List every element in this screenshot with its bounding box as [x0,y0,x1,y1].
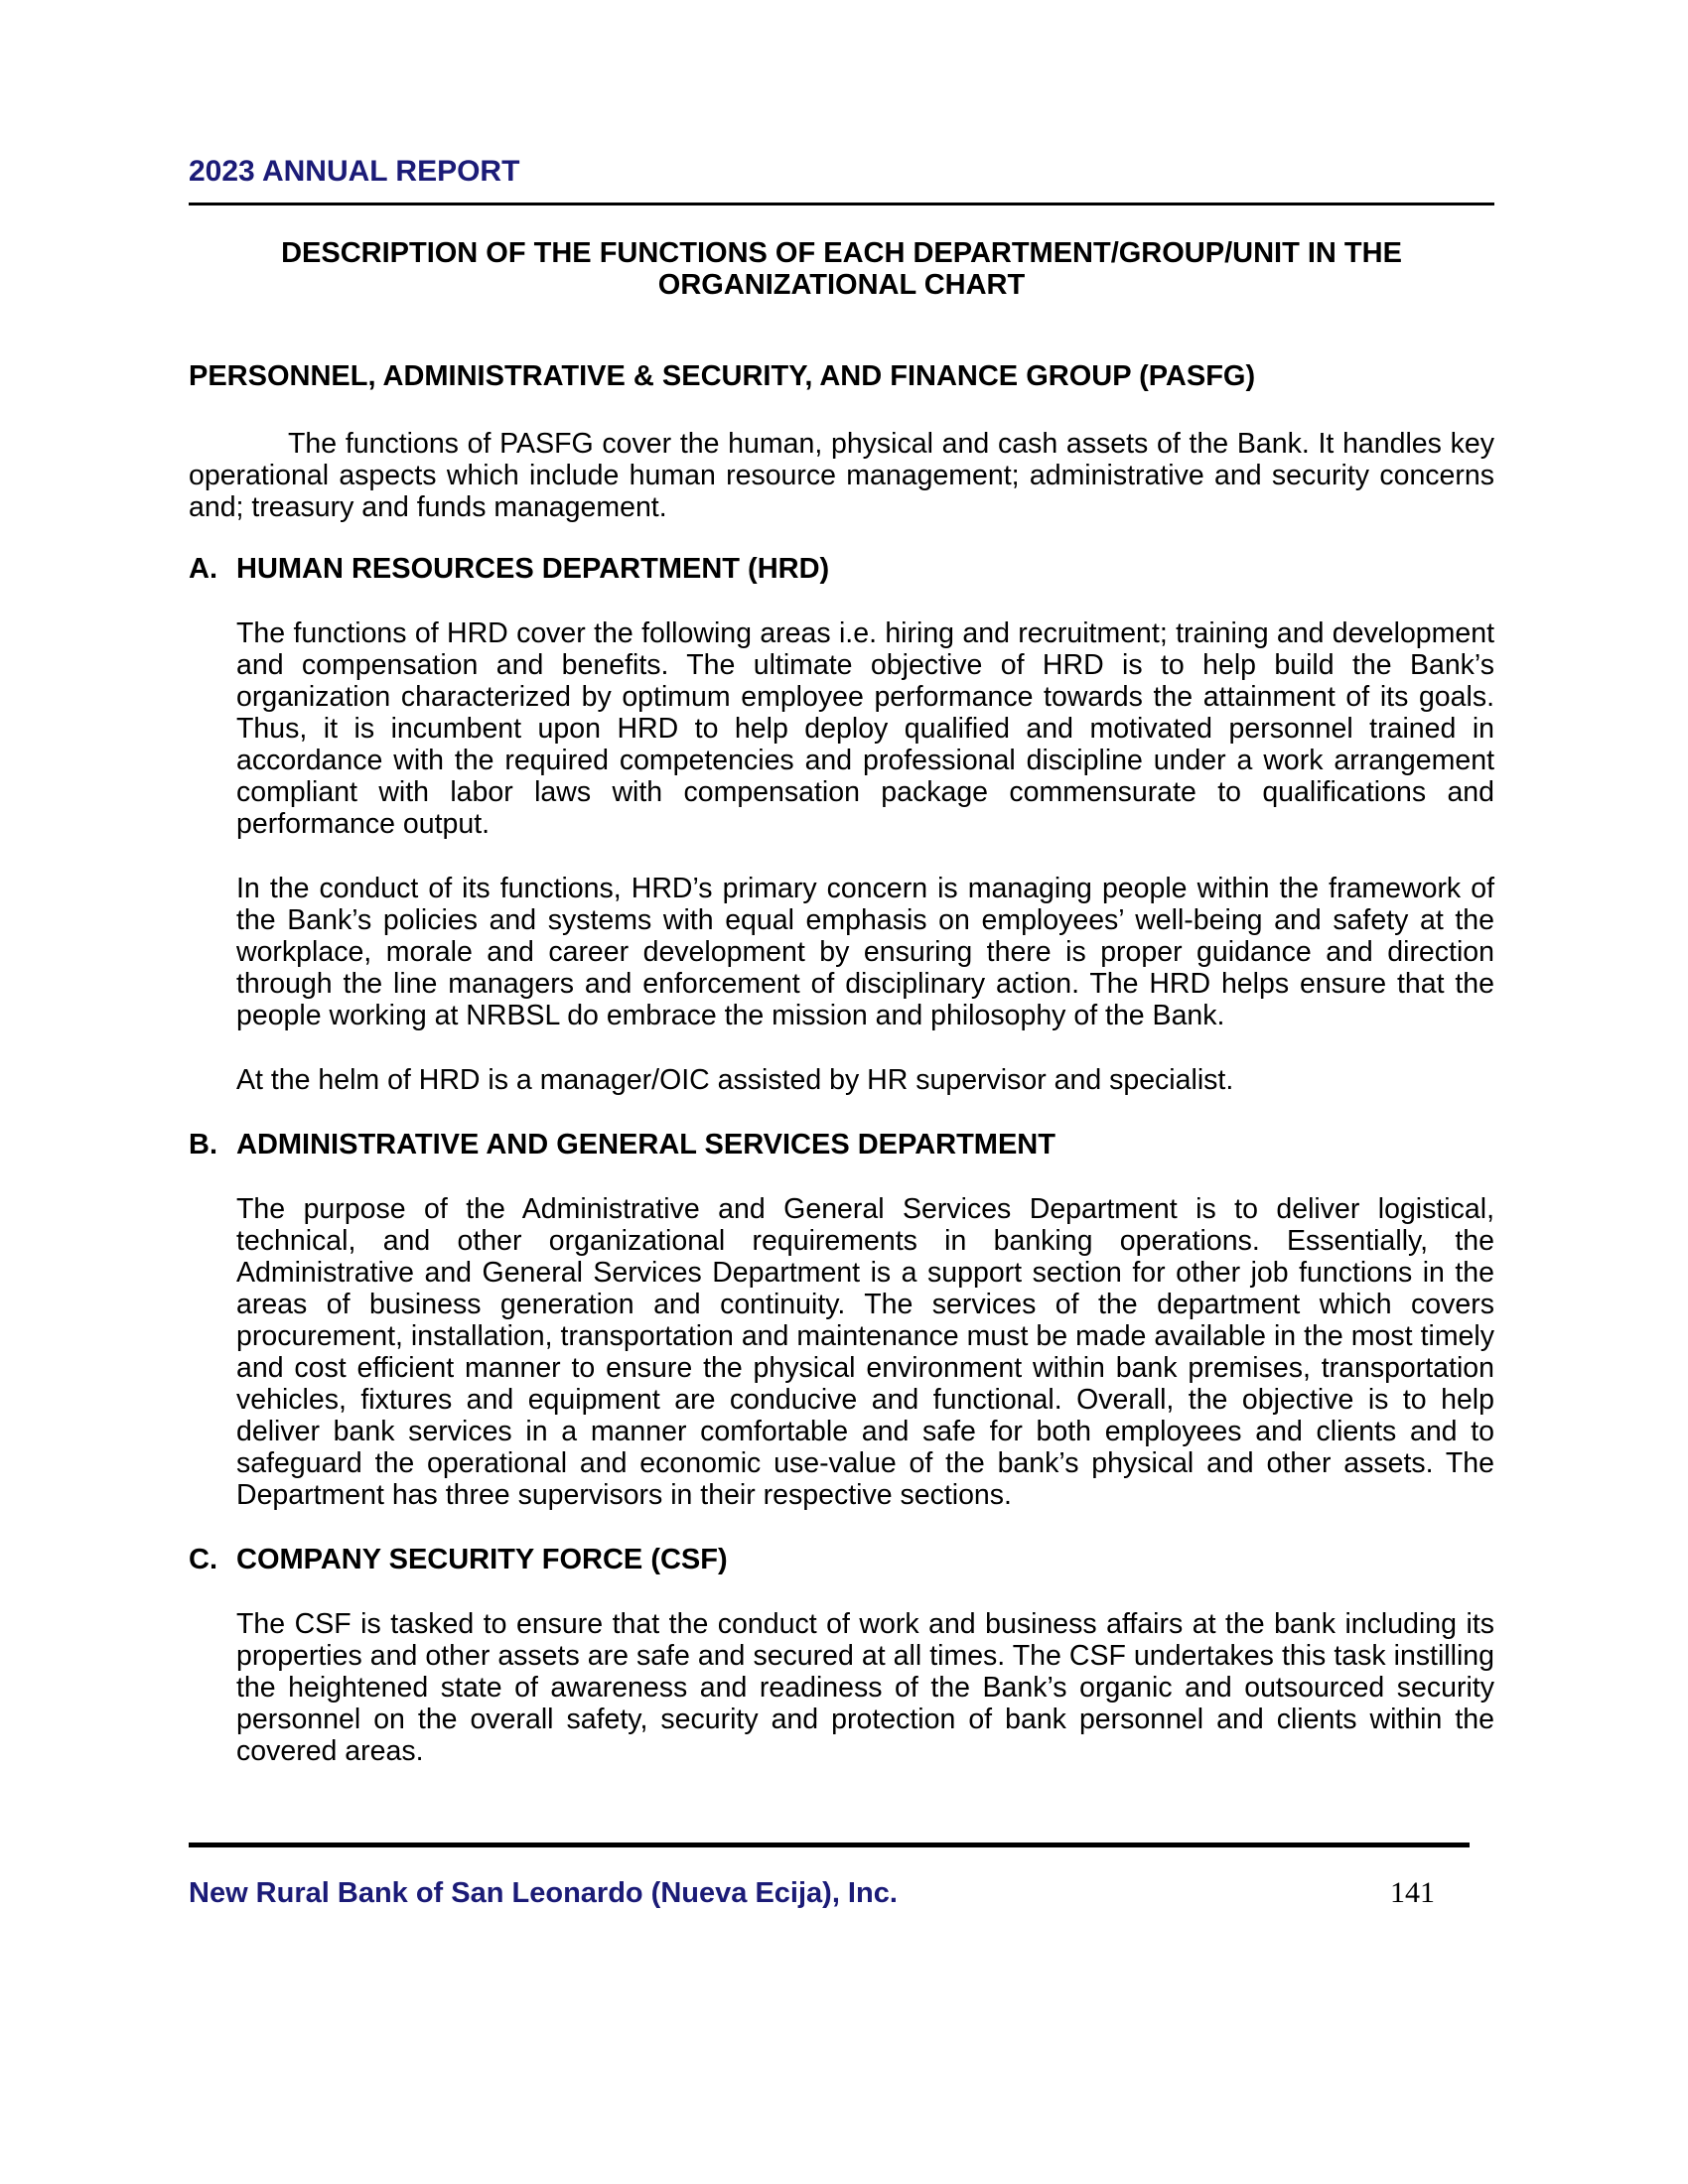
section-title: ADMINISTRATIVE AND GENERAL SERVICES DEPARTMENT [236,1129,1055,1160]
page-header [189,155,1494,205]
paragraph: The CSF is tasked to ensure that the conduct of work and business affairs at the bank including its properties and other assets are safe and secured at all times. The CSF undertakes this task instilling the heightened state of awareness and readiness of the Bank’s organic and outsourced security personnel on the overall safety, security and protection of bank personnel and clients within the covered areas. [236,1608,1494,1767]
section-letter: B. [189,1129,217,1160]
section-heading [189,1129,1494,1160]
section-company-security-force [189,1544,1494,1767]
group-intro-paragraph: The functions of PASFG cover the human, physical and cash assets of the Bank. It handles key operational aspects which include human resource management; administrative and security concerns and; treasury and funds management. [189,428,1494,523]
page-footer [189,1876,1494,1910]
section-title: COMPANY SECURITY FORCE (CSF) [236,1544,728,1575]
section-admin-general-services [189,1129,1494,1511]
section-letter: C. [189,1544,217,1575]
paragraph: The purpose of the Administrative and General Services Department is to deliver logistical, technical, and other organizational requirements in banking operations. Essentially, the Administrative and General Services Department is a support section for other job functions in the areas of business generation and continuity. The services of the department which covers procurement, installation, transportation and maintenance must be made available in the most timely and cost efficient manner to ensure the physical environment within bank premises, transportation vehicles, fixtures and equipment are conducive and functional. Overall, the objective is to help deliver bank services in a manner comfortable and safe for both employees and clients and to safeguard the operational and economic use-value of the bank’s physical and other assets. The Department has three supervisors in their respective sections. [236,1193,1494,1511]
footer-bank-name: New Rural Bank of San Leonardo (Nueva Ecija), Inc. [189,1877,898,1909]
paragraph: The functions of HRD cover the following areas i.e. hiring and recruitment; training and development and compensation and benefits. The ultimate objective of HRD is to help build the Bank’s organization characterized by optimum employee performance towards the attainment of its goals. Thus, it is incumbent upon HRD to help deploy qualified and motivated personnel trained in accordance with the required competencies and professional discipline under a work arrangement compliant with labor laws with compensation package commensurate to qualifications and performance output. [236,617,1494,840]
paragraph: In the conduct of its functions, HRD’s primary concern is managing people within the framework of the Bank’s policies and systems with equal emphasis on employees’ well-being and safety at the workplace, morale and career development by ensuring there is proper guidance and direction through the line managers and enforcement of disciplinary action. The HRD helps ensure that the people working at NRBSL do embrace the mission and philosophy of the Bank. [236,873,1494,1031]
section-heading [189,1544,1494,1575]
page-content [0,155,1688,1767]
paragraph: At the helm of HRD is a manager/OIC assisted by HR supervisor and specialist. [236,1064,1234,1096]
section-hrd [189,553,1494,1096]
document-title: DESCRIPTION OF THE FUNCTIONS OF EACH DEPARTMENT/GROUP/UNIT IN THE ORGANIZATIONAL CHART [281,237,1402,301]
section-letter: A. [189,553,217,585]
footer-page-number: 141 [1390,1876,1435,1909]
section-heading [189,553,1494,585]
section-title: HUMAN RESOURCES DEPARTMENT (HRD) [236,553,830,585]
report-header-title: 2023 ANNUAL REPORT [189,155,520,188]
group-heading: PERSONNEL, ADMINISTRATIVE & SECURITY, AND FINANCE GROUP (PASFG) [189,360,1256,392]
footer-rule [189,1843,1470,1847]
